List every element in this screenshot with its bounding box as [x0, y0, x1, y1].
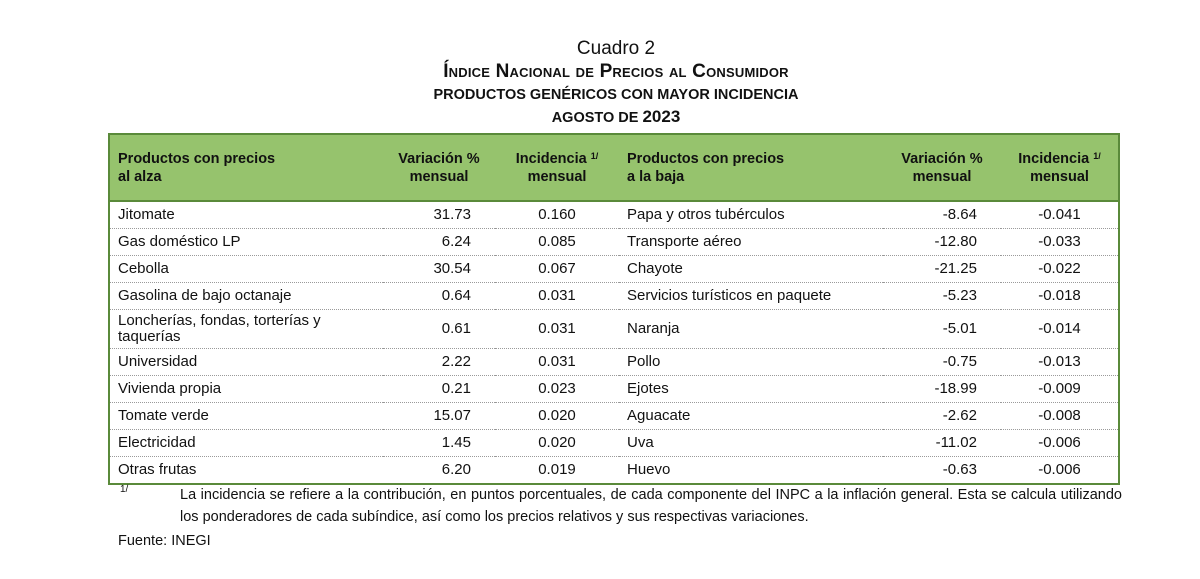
- up-product-variation: 0.21: [383, 376, 495, 403]
- table-row: [110, 457, 1118, 484]
- down-product-name: Chayote: [619, 256, 883, 283]
- col-header-up-variation: [383, 135, 495, 201]
- table-row: [110, 201, 1118, 229]
- down-product-name: Huevo: [627, 461, 671, 478]
- table-title: Índice Nacional de Precios al Consumidor: [443, 61, 789, 82]
- up-product-name: Vivienda propia: [110, 376, 383, 403]
- col-header-up-products: [110, 135, 383, 201]
- table-header-row: [110, 135, 1118, 201]
- up-product-name: Jitomate: [110, 201, 383, 229]
- up-product-incidence: 0.067: [495, 256, 619, 283]
- up-product-name: Universidad: [110, 349, 383, 376]
- up-product-variation: 6.24: [383, 229, 495, 256]
- period-year: 2023: [642, 107, 681, 126]
- table-row: [110, 430, 1118, 457]
- period-month: AGOSTO DE: [551, 110, 639, 126]
- down-product-variation: -18.99: [883, 376, 1001, 403]
- col-header-down-products: [619, 135, 883, 201]
- up-product-incidence: 0.020: [495, 403, 619, 430]
- down-product-variation: -11.02: [883, 430, 1001, 457]
- col-header-up-variation-line2: mensual: [409, 168, 469, 185]
- col-header-down-incidence-line2: mensual: [1030, 168, 1089, 185]
- col-header-down-incidence: [1001, 135, 1118, 201]
- up-product-incidence: 0.031: [495, 310, 619, 349]
- down-product-incidence: -0.014: [1001, 310, 1118, 349]
- source-note: Fuente: INEGI: [118, 533, 211, 549]
- up-product-name: Otras frutas: [118, 461, 197, 478]
- table-period: [0, 106, 1200, 128]
- col-header-up-incidence-line2: mensual: [527, 168, 587, 185]
- down-product-variation: -21.25: [883, 256, 1001, 283]
- down-product-incidence: -0.009: [1001, 376, 1118, 403]
- table-label: Cuadro 2: [576, 38, 656, 59]
- col-header-down-incidence-footnote-mark: 1/: [1093, 150, 1101, 161]
- down-product-variation: -8.64: [883, 201, 1001, 229]
- up-product-incidence: 0.023: [495, 376, 619, 403]
- incidence-table-grid: [110, 135, 1118, 483]
- up-product-variation: 0.61: [383, 310, 495, 349]
- table-subtitle: PRODUCTOS GENÉRICOS CON MAYOR INCIDENCIA: [433, 87, 799, 103]
- up-product-incidence: 0.160: [495, 201, 619, 229]
- down-product-incidence: -0.006: [1001, 430, 1118, 457]
- up-product-incidence: 0.031: [495, 349, 619, 376]
- down-product-incidence: -0.008: [1001, 403, 1118, 430]
- down-product-name: Transporte aéreo: [619, 229, 883, 256]
- col-header-down-incidence-line1: Incidencia: [1018, 150, 1090, 167]
- table-row: [110, 310, 1118, 349]
- up-product-name: Tomate verde: [110, 403, 383, 430]
- down-product-variation: -12.80: [883, 229, 1001, 256]
- down-product-incidence: -0.006: [1038, 461, 1081, 478]
- down-product-name: Servicios turísticos en paquete: [619, 283, 883, 310]
- up-product-incidence: 0.031: [495, 283, 619, 310]
- down-product-variation: -5.01: [883, 310, 1001, 349]
- up-product-name: Gas doméstico LP: [110, 229, 383, 256]
- footnote-text: La incidencia se refiere a la contribución, en puntos porcentuales, de cada componente del INPC a la inflación general. Esta se calcula utilizando los ponderadores de cada subíndice, así como los precios relativos y sus respectivas variaciones.: [180, 487, 1122, 525]
- col-header-up-products-line2: al alza: [118, 168, 162, 185]
- col-header-down-variation-line1: Variación %: [901, 150, 983, 167]
- up-product-name: Loncherías, fondas, torterías y taquerías: [110, 310, 383, 349]
- up-product-variation: 6.20: [441, 461, 471, 478]
- table-row: [110, 376, 1118, 403]
- down-product-name: Papa y otros tubérculos: [619, 201, 883, 229]
- col-header-down-products-line1: Productos con precios: [627, 150, 785, 167]
- up-product-variation: 31.73: [383, 201, 495, 229]
- col-header-down-products-line2: a la baja: [627, 168, 685, 185]
- down-product-incidence: -0.018: [1001, 283, 1118, 310]
- table-row: [110, 403, 1118, 430]
- down-product-name: Pollo: [619, 349, 883, 376]
- table-row: [110, 229, 1118, 256]
- up-product-name: Cebolla: [110, 256, 383, 283]
- down-product-name: Naranja: [619, 310, 883, 349]
- footnote-mark: 1/: [120, 484, 129, 495]
- table-row: [110, 283, 1118, 310]
- col-header-down-variation: [883, 135, 1001, 201]
- up-product-variation: 0.64: [383, 283, 495, 310]
- up-product-name: Gasolina de bajo octanaje: [110, 283, 383, 310]
- up-product-incidence: 0.019: [538, 461, 576, 478]
- incidence-table: [108, 133, 1120, 485]
- down-product-incidence: -0.033: [1001, 229, 1118, 256]
- down-product-variation: -2.62: [883, 403, 1001, 430]
- table-body: [110, 201, 1118, 483]
- up-product-variation: 15.07: [383, 403, 495, 430]
- up-product-incidence: 0.085: [495, 229, 619, 256]
- table-row: [110, 256, 1118, 283]
- col-header-up-incidence-line1: Incidencia: [515, 150, 587, 167]
- down-product-name: Ejotes: [619, 376, 883, 403]
- table-notes: [118, 484, 1122, 552]
- down-product-name: Aguacate: [619, 403, 883, 430]
- down-product-variation: -5.23: [883, 283, 1001, 310]
- up-product-incidence: 0.020: [495, 430, 619, 457]
- col-header-up-incidence: [495, 135, 619, 201]
- up-product-variation: 2.22: [383, 349, 495, 376]
- down-product-variation: -0.75: [883, 349, 1001, 376]
- col-header-up-incidence-footnote-mark: 1/: [590, 150, 599, 161]
- down-product-variation: -0.63: [942, 461, 977, 478]
- table-row: [110, 349, 1118, 376]
- table-header: [110, 135, 1118, 201]
- table-titles: [0, 38, 1200, 128]
- col-header-up-products-line1: Productos con precios: [118, 150, 276, 167]
- down-product-name: Uva: [619, 430, 883, 457]
- down-product-incidence: -0.013: [1001, 349, 1118, 376]
- up-product-name: Electricidad: [110, 430, 383, 457]
- down-product-incidence: -0.022: [1001, 256, 1118, 283]
- up-product-variation: 1.45: [383, 430, 495, 457]
- down-product-incidence: -0.041: [1001, 201, 1118, 229]
- up-product-variation: 30.54: [383, 256, 495, 283]
- col-header-up-variation-line1: Variación %: [398, 150, 480, 167]
- col-header-down-variation-line2: mensual: [912, 168, 972, 185]
